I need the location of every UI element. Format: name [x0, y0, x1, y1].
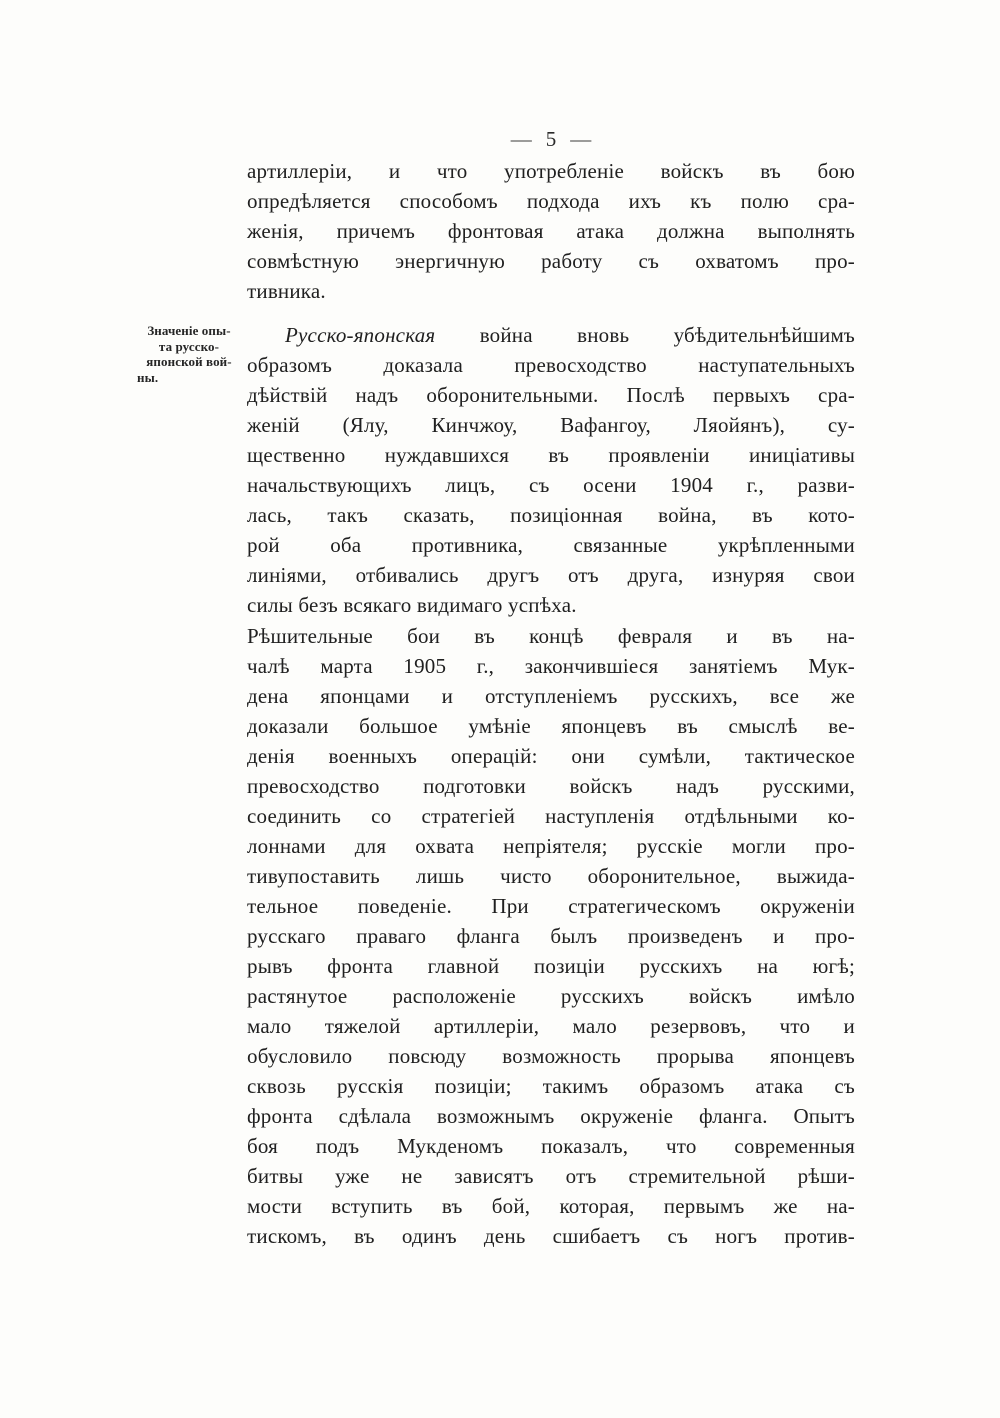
text-line: превосходство подготовки войскъ надъ русскими, [247, 774, 855, 798]
text-line: битвы уже не зависятъ отъ стремительной рѣши- [247, 1164, 855, 1188]
text-line [247, 320, 855, 350]
text-line: женія, причемъ фронтовая атака должна выполнять [247, 219, 855, 243]
paragraph-3 [247, 621, 855, 1251]
text-line: денія военныхъ операцій: они сумѣли, тактическое [247, 744, 855, 768]
text-line: женій (Ялу, Кинчжоу, Вафангоу, Ляойянъ), су- [247, 413, 855, 437]
text-line: силы безъ всякаго видимаго успѣха. [247, 593, 577, 617]
page-header [247, 127, 855, 152]
text-line: русскаго праваго фланга былъ произведенъ и про- [247, 924, 855, 948]
text-line: тискомъ, въ одинъ день сшибаетъ съ ногъ против- [247, 1224, 855, 1248]
text-line: доказали большое умѣніе японцевъ въ смыслѣ ве- [247, 714, 855, 738]
text-line: тивупоставить лишь чисто оборонительное, выжида- [247, 864, 855, 888]
paragraph-2-lines [247, 350, 855, 620]
text-segment: война вновь убѣдительнѣйшимъ [435, 323, 855, 347]
text-line: дена японцами и отступленіемъ русскихъ, все же [247, 684, 855, 708]
text-line: опредѣляется способомъ подхода ихъ къ полю сра- [247, 189, 855, 213]
header-dash-right: — [570, 127, 592, 151]
margin-note-line: та русско- [158, 338, 220, 354]
text-line: дѣйствій надъ оборонительными. Послѣ первыхъ сра- [247, 383, 855, 407]
text-line: рой оба противника, связанные укрѣпленными [247, 533, 855, 557]
text-line: сквозь русскія позиціи; такимъ образомъ атака съ [247, 1074, 855, 1098]
page-number: 5 [545, 127, 557, 151]
text-line: чалѣ марта 1905 г., закончившіеся занятіемъ Мук- [247, 654, 855, 678]
paragraph-2 [137, 320, 855, 620]
text-line: боя подъ Мукденомъ показалъ, что современныя [247, 1134, 855, 1158]
text-line: щественно нуждавшихся въ проявленіи иниціативы [247, 443, 855, 467]
text-line: лась, такъ сказать, позиціонная война, въ кото- [247, 503, 855, 527]
text-line: лоннами для охвата непріятеля; русскіе могли про- [247, 834, 855, 858]
text-line: тивника. [247, 279, 326, 303]
margin-note-line: Значеніе опы- [147, 323, 231, 338]
text-line: начальствующихъ лицъ, съ осени 1904 г., разви- [247, 473, 855, 497]
text-line: Рѣшительные бои въ концѣ февраля и въ на- [247, 624, 855, 648]
text-line: образомъ доказала превосходство наступательныхъ [247, 353, 855, 377]
paragraph-1 [247, 156, 855, 306]
text-line: растянутое расположеніе русскихъ войскъ имѣло [247, 984, 855, 1008]
italic-lead: Русско-японская [285, 323, 436, 347]
text-line: рывъ фронта главной позиціи русскихъ на югѣ; [247, 954, 855, 978]
text-line: обусловило повсюду возможность прорыва японцевъ [247, 1044, 855, 1068]
text-column [137, 156, 855, 1251]
text-line: линіями, отбивались другъ отъ друга, изнуряя свои [247, 563, 855, 587]
text-line: тельное поведеніе. При стратегическомъ окруженіи [247, 894, 855, 918]
header-dash-left: — [510, 127, 532, 151]
text-line: мости вступить въ бой, которая, первымъ же на- [247, 1194, 855, 1218]
text-line: мало тяжелой артиллеріи, мало резервовъ, что и [247, 1014, 855, 1038]
text-line: артиллеріи, и что употребленіе войскъ въ бою [247, 159, 855, 183]
text-line: фронта сдѣлала возможнымъ окруженіе фланга. Опытъ [247, 1104, 855, 1128]
margin-note [137, 323, 241, 385]
text-line: соединить со стратегіей наступленія отдѣльными ко- [247, 804, 855, 828]
margin-note-line: японской вой- [146, 354, 232, 369]
margin-note-line: ны. [137, 369, 159, 385]
text-line: совмѣстную энергичную работу съ охватомъ про- [247, 249, 855, 273]
